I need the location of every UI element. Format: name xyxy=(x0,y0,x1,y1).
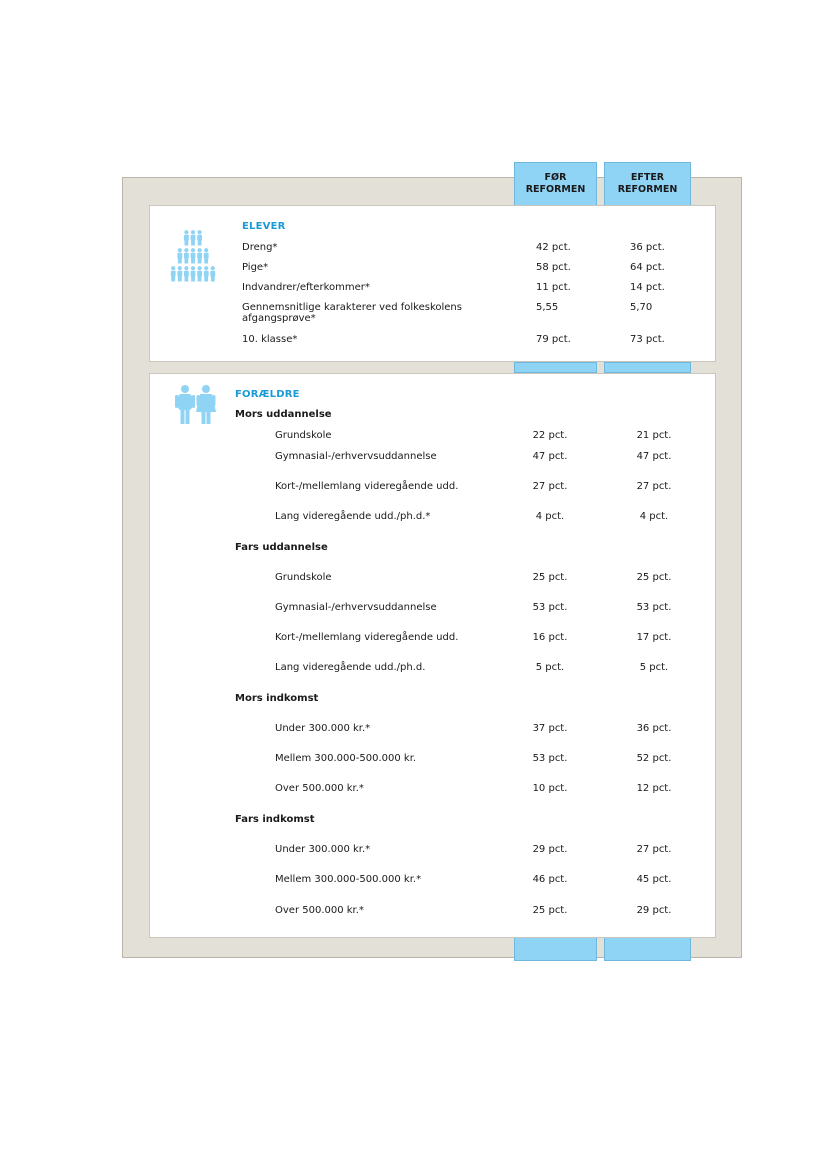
parent-row-label: Grundskole xyxy=(275,572,332,583)
student-row-label: Gennemsnitlige karakterer ved folkeskolens afgangsprøve* xyxy=(242,302,462,324)
parent-row-before: 53 pct. xyxy=(532,602,568,613)
parent-row-label: Kort-/mellemlang videregående udd. xyxy=(275,632,459,643)
parent-row-before: 22 pct. xyxy=(532,430,568,441)
students-section-title: ELEVER xyxy=(242,221,286,232)
parent-row-label: Grundskole xyxy=(275,430,332,441)
after-column-strip-2 xyxy=(604,937,691,961)
parent-row-after: 36 pct. xyxy=(636,723,672,734)
student-row-after: 14 pct. xyxy=(630,282,665,293)
parent-row-before: 10 pct. xyxy=(532,783,568,794)
parent-row-label: Mellem 300.000-500.000 kr. xyxy=(275,753,417,764)
parent-row-before: 4 pct. xyxy=(535,511,565,522)
student-row-after: 64 pct. xyxy=(630,262,665,273)
parent-row-before: 46 pct. xyxy=(532,874,568,885)
student-row-before: 42 pct. xyxy=(536,242,571,253)
student-row-before: 5,55 xyxy=(536,302,559,313)
parents-section-title: FORÆLDRE xyxy=(235,389,300,400)
student-row-before: 79 pct. xyxy=(536,334,571,345)
parent-row-after: 27 pct. xyxy=(636,481,672,492)
parent-row-label: Lang videregående udd./ph.d.* xyxy=(275,511,431,522)
parent-row-label: Gymnasial-/erhvervsuddannelse xyxy=(275,602,437,613)
students-icon xyxy=(168,228,218,284)
parent-row-before: 37 pct. xyxy=(532,723,568,734)
parent-row-after: 29 pct. xyxy=(636,905,672,916)
column-header-before: FØR REFORMEN xyxy=(525,172,586,195)
parent-row-before: 53 pct. xyxy=(532,753,568,764)
student-row-after: 5,70 xyxy=(630,302,653,313)
before-column-strip-1 xyxy=(514,362,597,373)
parent-row-label: Kort-/mellemlang videregående udd. xyxy=(275,481,459,492)
student-row-label: Dreng* xyxy=(242,242,278,253)
parent-row-after: 12 pct. xyxy=(636,783,672,794)
before-column-strip-2 xyxy=(514,937,597,961)
parent-row-after: 25 pct. xyxy=(636,572,672,583)
parent-row-label: Over 500.000 kr.* xyxy=(275,783,364,794)
parent-row-before: 16 pct. xyxy=(532,632,568,643)
parent-group-label: Mors indkomst xyxy=(235,693,319,704)
student-row-before: 58 pct. xyxy=(536,262,571,273)
after-column-strip-1 xyxy=(604,362,691,373)
parent-row-before: 5 pct. xyxy=(535,662,565,673)
column-header-after: EFTER REFORMEN xyxy=(617,172,678,195)
parent-row-label: Lang videregående udd./ph.d. xyxy=(275,662,426,673)
parent-group-label: Mors uddannelse xyxy=(235,409,332,420)
parent-row-before: 47 pct. xyxy=(532,451,568,462)
parent-row-before: 29 pct. xyxy=(532,844,568,855)
parent-row-after: 4 pct. xyxy=(639,511,669,522)
parent-row-after: 45 pct. xyxy=(636,874,672,885)
parent-row-before: 25 pct. xyxy=(532,572,568,583)
student-row-label: Indvandrer/efterkommer* xyxy=(242,282,370,293)
parent-row-after: 17 pct. xyxy=(636,632,672,643)
parent-row-before: 25 pct. xyxy=(532,905,568,916)
parent-group-label: Fars uddannelse xyxy=(235,542,328,553)
parents-icon xyxy=(174,384,218,426)
parent-row-after: 21 pct. xyxy=(636,430,672,441)
parent-row-label: Mellem 300.000-500.000 kr.* xyxy=(275,874,422,885)
student-row-label: 10. klasse* xyxy=(242,334,298,345)
parent-row-after: 52 pct. xyxy=(636,753,672,764)
parent-row-label: Under 300.000 kr.* xyxy=(275,844,371,855)
parent-row-label: Under 300.000 kr.* xyxy=(275,723,371,734)
parent-row-before: 27 pct. xyxy=(532,481,568,492)
parent-row-after: 5 pct. xyxy=(639,662,669,673)
parent-row-after: 47 pct. xyxy=(636,451,672,462)
student-row-before: 11 pct. xyxy=(536,282,571,293)
student-row-label: Pige* xyxy=(242,262,269,273)
parent-row-after: 27 pct. xyxy=(636,844,672,855)
parent-group-label: Fars indkomst xyxy=(235,814,315,825)
student-row-after: 36 pct. xyxy=(630,242,665,253)
student-row-after: 73 pct. xyxy=(630,334,665,345)
parent-row-label: Gymnasial-/erhvervsuddannelse xyxy=(275,451,437,462)
parent-row-label: Over 500.000 kr.* xyxy=(275,905,364,916)
parent-row-after: 53 pct. xyxy=(636,602,672,613)
